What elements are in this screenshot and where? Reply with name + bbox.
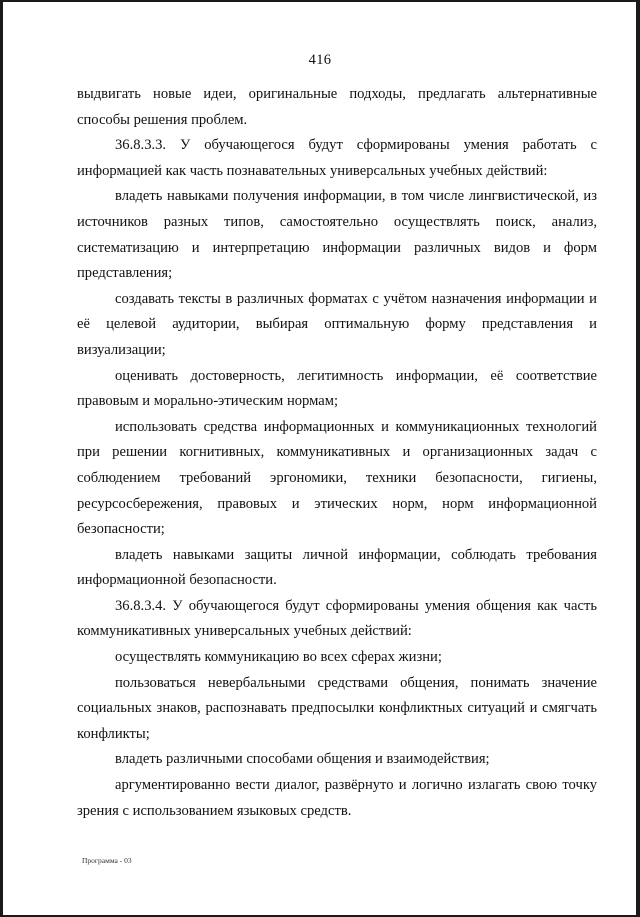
- list-item-evaluate-reliability: оценивать достоверность, легитимность информации, её соответствие правовым и морально-этическим нормам;: [77, 367, 597, 410]
- list-item-dialogue: аргументированно вести диалог, развёрнуто и логично излагать свою точку зрения с использованием языковых средств.: [77, 777, 597, 819]
- section-heading-36-8-3-3: 36.8.3.3. У обучающегося будут сформированы умения работать с информацией как часть познавательных универсальных учебных действий:: [77, 137, 597, 179]
- section-heading-36-8-3-4: 36.8.3.4. У обучающегося будут сформированы умения общения как часть коммуникативных универсальных учебных действий:: [77, 597, 597, 640]
- list-item-interaction-methods: владеть различными способами общения и взаимодействия;: [115, 751, 490, 768]
- page-number: 416: [308, 52, 332, 68]
- list-item-communication: осуществлять коммуникацию во всех сферах жизни;: [115, 649, 442, 666]
- paragraph-continuation: выдвигать новые идеи, оригинальные подходы, предлагать альтернативные способы решения проблем.: [77, 86, 597, 128]
- footer-program-label: Программа - 03: [82, 856, 132, 865]
- list-item-data-protection: владеть навыками защиты личной информации, соблюдать требования информационной безопасности.: [77, 546, 597, 589]
- list-item-create-texts: создавать тексты в различных форматах с учётом назначения информации и её целевой аудитории, выбирая оптимальную форму представления и визуализации;: [77, 290, 597, 358]
- list-item-ict-usage: использовать средства информационных и коммуникационных технологий при решении когнитивных, коммуникативных и организационных задач с соблюдением требований эргономики, техники безопасности, гигиены, ресурсосбережения, правовых и этических норм, норм информационной безопасности;: [77, 418, 597, 538]
- list-item-information-skills: владеть навыками получения информации, в том числе лингвистической, из источников разных типов, самостоятельно осуществлять поиск, анализ, систематизацию и интерпретацию информации различных видов и форм представления;: [77, 188, 597, 282]
- list-item-nonverbal: пользоваться невербальными средствами общения, понимать значение социальных знаков, распознавать предпосылки конфликтных ситуаций и смягчать конфликты;: [77, 674, 597, 742]
- document-body: [77, 82, 597, 824]
